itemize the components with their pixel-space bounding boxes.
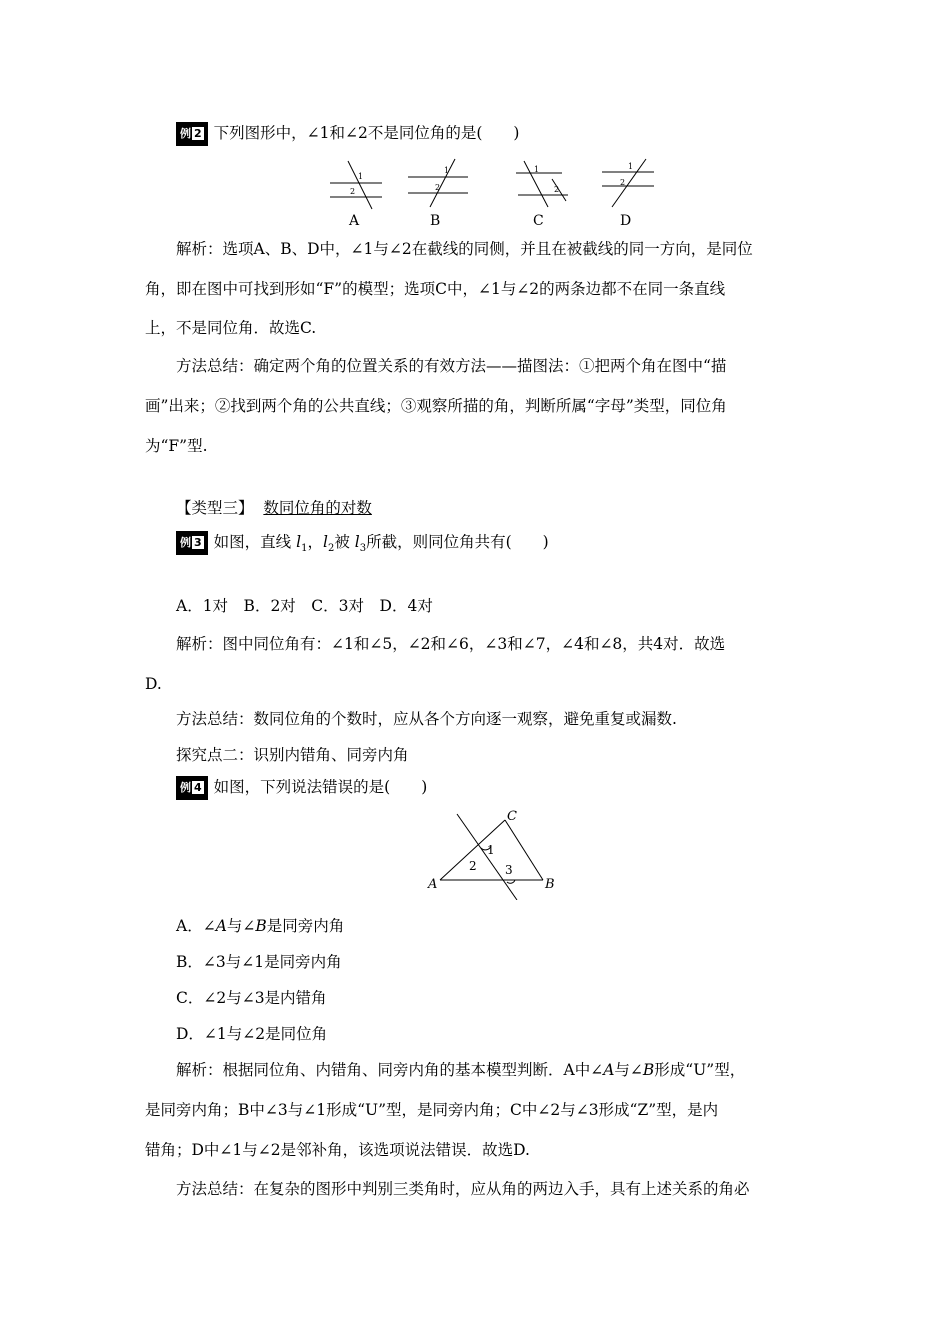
- paragraph-line: 解析：选项A、B、D中，∠1与∠2在截线的同侧，并且在被截线的同一方向，是同位: [176, 240, 753, 258]
- paragraph-line: 错角；D中∠1与∠2是邻补角，该选项说法错误．故选D.: [145, 1141, 530, 1159]
- svg-text:1: 1: [534, 165, 540, 174]
- paragraph-line: 是同旁内角；B中∠3与∠1形成“U”型，是同旁内角；C中∠2与∠3形成“Z”型，是内: [145, 1101, 719, 1119]
- svg-text:B: B: [430, 213, 441, 229]
- svg-text:1: 1: [628, 162, 634, 171]
- options-line: A．1对 B．2对 C．3对 D．4对: [176, 597, 433, 615]
- option-a: A．∠A与∠B是同旁内角: [176, 917, 345, 935]
- svg-text:B: B: [545, 877, 555, 892]
- paragraph-line: 角，即在图中可找到形如“F”的模型；选项C中，∠1与∠2的两条边都不在同一条直线: [145, 280, 726, 298]
- section-heading: 【类型三】 数同位角的对数: [176, 499, 372, 517]
- paragraph-line: 上，不是同位角．故选C.: [145, 319, 317, 337]
- figure-a: [330, 161, 382, 209]
- svg-text:2: 2: [435, 183, 441, 192]
- paragraph-line: 方法总结：在复杂的图形中判别三类角时，应从角的两边入手，具有上述关系的角必: [176, 1180, 750, 1198]
- svg-text:D: D: [620, 213, 632, 229]
- triangle-figure: [425, 808, 565, 900]
- option-c: C．∠2与∠3是内错角: [176, 989, 327, 1007]
- svg-text:2: 2: [469, 859, 477, 873]
- svg-text:1: 1: [487, 843, 495, 857]
- paragraph-line: 方法总结：数同位角的个数时，应从各个方向逐一观察，避免重复或漏数.: [176, 710, 677, 728]
- option-d: D．∠1与∠2是同位角: [176, 1025, 328, 1043]
- example-tag: 例 4: [176, 776, 208, 800]
- example-2-question: 例 2 下列图形中，∠1和∠2不是同位角的是( ): [176, 122, 841, 146]
- svg-text:3: 3: [505, 863, 513, 877]
- example-2-figures: [320, 155, 670, 230]
- svg-text:C: C: [507, 809, 517, 824]
- paragraph-line: 方法总结：确定两个角的位置关系的有效方法——描图法：①把两个角在图中“描: [176, 357, 727, 375]
- section-subheading: 探究点二：识别内错角、同旁内角: [176, 746, 409, 764]
- svg-text:1: 1: [358, 172, 364, 181]
- paragraph-line: D.: [145, 675, 162, 693]
- example-tag: 例 3: [176, 531, 208, 555]
- svg-text:C: C: [533, 213, 544, 229]
- svg-text:2: 2: [554, 185, 560, 194]
- paragraph-line: 解析：根据同位角、内错角、同旁内角的基本模型判断．A中∠A与∠B形成“U”型，: [176, 1061, 746, 1079]
- option-b: B．∠3与∠1是同旁内角: [176, 953, 342, 971]
- example-tag: 例 2: [176, 122, 208, 146]
- svg-text:A: A: [428, 877, 438, 892]
- svg-text:2: 2: [620, 178, 626, 187]
- svg-text:A: A: [349, 213, 360, 229]
- example-3-question: 例 3 如图，直线 $l_1$，$l_2$被 $l_3$所截，则同位角共有( ): [176, 531, 841, 559]
- figure-c: [516, 161, 568, 207]
- svg-text:1: 1: [444, 166, 450, 175]
- paragraph-line: 画”出来；②找到两个角的公共直线；③观察所描的角，判断所属“字母”类型，同位角: [145, 397, 727, 415]
- paragraph-line: 解析：图中同位角有：∠1和∠5，∠2和∠6，∠3和∠7，∠4和∠8，共4对．故选: [176, 635, 726, 653]
- paragraph-line: 为“F”型.: [145, 437, 208, 455]
- example-4-question: 例 4 如图，下列说法错误的是( ): [176, 776, 841, 800]
- svg-text:2: 2: [350, 187, 356, 196]
